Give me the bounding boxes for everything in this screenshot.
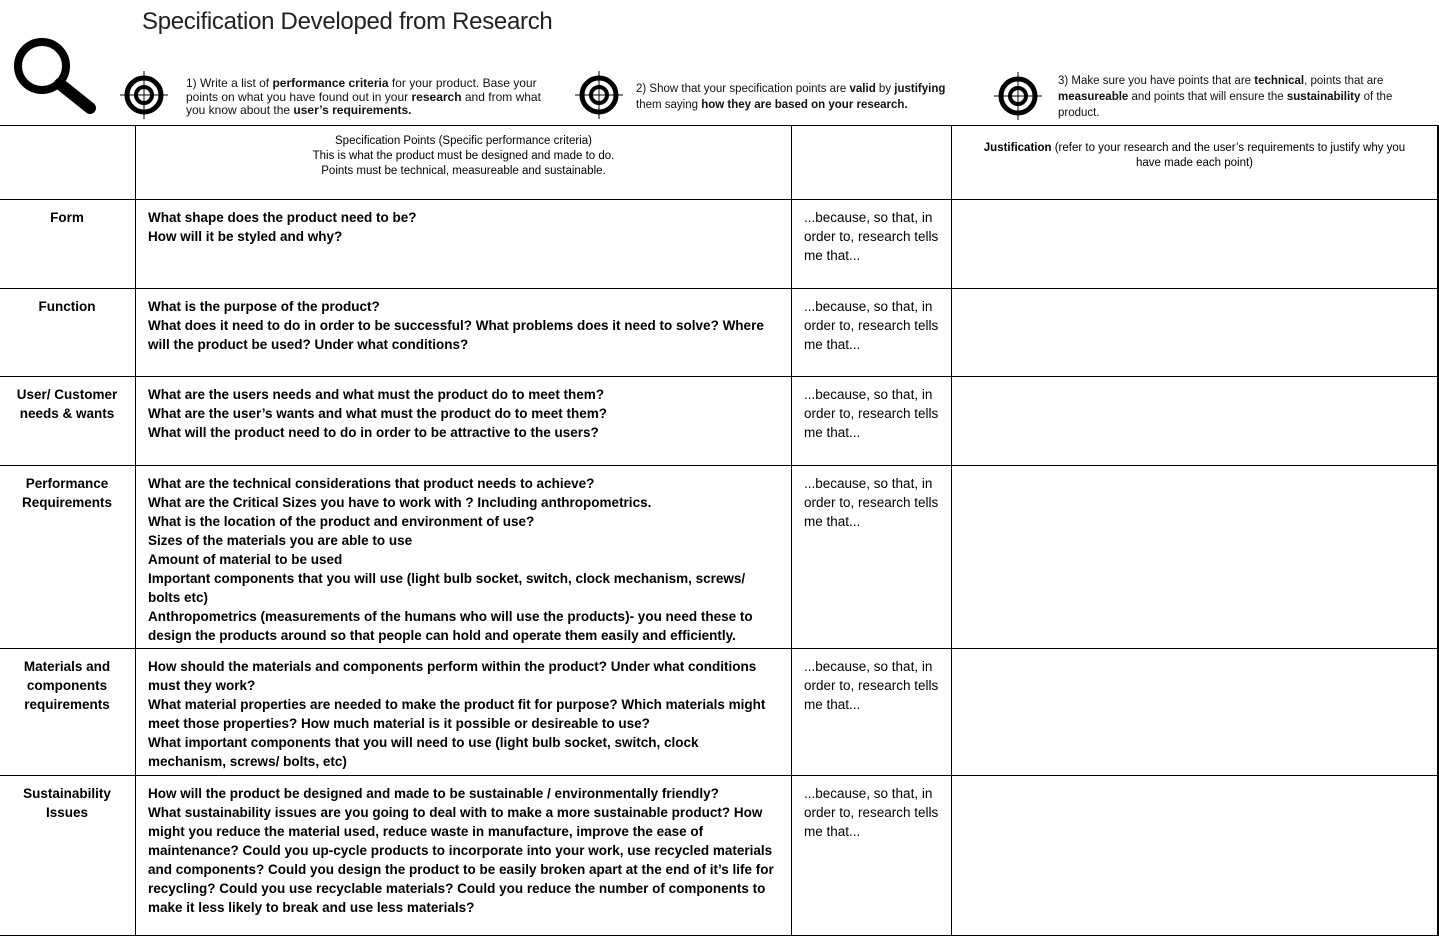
table-row [0,776,1439,936]
table-row [0,466,1439,649]
category-cell: Function [0,289,136,377]
table-row [0,649,1439,776]
table-row [0,377,1439,466]
specification-table [0,125,1439,936]
header-because-cell [792,126,952,200]
header-spec-points-cell: Specification Points (Specific performance criteria) This is what the product must be designed and made to do. Points must be technical, measureable and sustainable. [136,126,792,200]
emphasis-text: user’s requirements. [293,103,412,117]
instruction-text: of the product. [1058,91,1393,119]
target-icon [119,70,169,120]
table-row [0,200,1439,289]
justification-input-cell[interactable] [952,377,1439,466]
spec-question: Amount of material to be used [148,552,343,567]
emphasis-text: measureable [1058,91,1129,103]
header-category-cell [0,126,136,200]
table-header-row [0,126,1439,200]
spec-question: What are the user’s wants and what must the product do to meet them? [148,406,608,421]
spec-questions-cell [136,466,792,649]
spec-question: How will the product be designed and made to be sustainable / environmentally friendly? [148,786,719,801]
spec-points-line-2: This is what the product must be designed and made to do. [312,150,615,162]
instruction-text: 3) Make sure you have points that are [1058,75,1255,87]
spec-question: How should the materials and components perform within the product? Under what conditions must they work? [148,659,757,693]
spec-question: What are the technical considerations that product needs to achieve? [148,476,595,491]
justification-input-cell[interactable] [952,466,1439,649]
spec-questions-cell [136,377,792,466]
because-prompt-cell: ...because, so that, in order to, research tells me that... [792,377,952,466]
spec-question: Important components that you will use (light bulb socket, switch, clock mechanism, screws/ bolts etc) [148,571,746,605]
spec-question: How will it be styled and why? [148,229,343,244]
category-cell: Materials and components requirements [0,649,136,776]
instruction-1 [186,77,561,118]
spec-question: What is the purpose of the product? [148,299,380,314]
justification-input-cell[interactable] [952,776,1439,936]
justification-input-cell[interactable] [952,649,1439,776]
page-title: Specification Developed from Research [142,8,553,35]
instruction-2 [636,81,966,113]
spec-questions-cell [136,200,792,289]
emphasis-text: how they are based on your research. [701,99,908,111]
instruction-text: by [875,83,895,95]
target-icon [993,71,1043,121]
spec-question: What material properties are needed to make the product fit for purpose? Which materials might meet those properties? How much material is it possible or desireable to use? [148,697,766,731]
instruction-text: them saying [636,99,702,111]
justification-input-cell[interactable] [952,289,1439,377]
instruction-3 [1058,73,1418,121]
justification-heading: Justification [983,142,1052,154]
emphasis-text: justifying [894,83,946,95]
spec-points-line-3: Points must be technical, measureable and sustainable. [321,165,606,177]
emphasis-text: valid [849,83,876,95]
justification-input-cell[interactable] [952,200,1439,289]
magnifier-icon [10,36,98,114]
spec-question: Anthropometrics (measurements of the humans who will use the products)- you need these to design the products around so that people can hold and operate them easily and efficiently. [148,609,753,643]
spec-points-heading: Specification Points [335,135,436,147]
instruction-text: 2) Show that your specification points are [636,83,850,95]
category-cell: User/ Customer needs & wants [0,377,136,466]
emphasis-text: sustainability [1286,91,1361,103]
spec-question: What does it need to do in order to be successful? What problems does it need to solve? Where will the product be used? Under what conditions? [148,318,764,352]
spec-question: What are the Critical Sizes you have to work with ? Including anthropometrics. [148,495,652,510]
spec-questions-cell [136,649,792,776]
category-cell: Form [0,200,136,289]
header-justification-cell: Justification (refer to your research and the user’s requirements to justify why you have made each point) [952,126,1439,200]
emphasis-text: research [411,89,462,104]
spec-question: What is the location of the product and environment of use? [148,514,535,529]
target-icon [574,70,624,120]
spec-question: What will the product need to do in order to be attractive to the users? [148,425,599,440]
instruction-text: and points that will ensure the [1128,91,1287,103]
category-cell: Sustainability Issues [0,776,136,936]
emphasis-text: performance criteria [272,76,389,90]
spec-question: What sustainability issues are you going to deal with to make a more sustainable product? How might you reduce the material used, reduce waste in manufacture, improve the ease of maintenance? Could you up-cycle products to incorporate into your work, use recycled materials and components? Could you design the product to be easily broken apart at the end of it’s life for recycling? Could you use recyclable materials? Could you reduce the number of components to make it less likely to break and use less materials? [148,805,774,915]
instruction-text: , points that are [1304,75,1384,87]
category-cell: Performance Requirements [0,466,136,649]
spec-question: What shape does the product need to be? [148,210,417,225]
spec-question: What are the users needs and what must the product do to meet them? [148,387,605,402]
spec-question: What important components that you will need to use (light bulb socket, switch, clock mechanism, screws/ bolts, etc) [148,735,699,769]
because-prompt-cell: ...because, so that, in order to, research tells me that... [792,776,952,936]
emphasis-text: technical [1254,75,1305,87]
spec-question: Sizes of the materials you are able to use [148,533,413,548]
spec-questions-cell [136,289,792,377]
instruction-text: and from what you know about the [186,89,541,117]
because-prompt-cell: ...because, so that, in order to, research tells me that... [792,649,952,776]
because-prompt-cell: ...because, so that, in order to, research tells me that... [792,289,952,377]
table-row [0,289,1439,377]
because-prompt-cell: ...because, so that, in order to, research tells me that... [792,200,952,289]
because-prompt-cell: ...because, so that, in order to, research tells me that... [792,466,952,649]
instruction-text: 1) Write a list of [186,76,273,90]
instruction-text: for your product. Base your points on what you have found out in your [186,76,537,104]
spec-questions-cell [136,776,792,936]
